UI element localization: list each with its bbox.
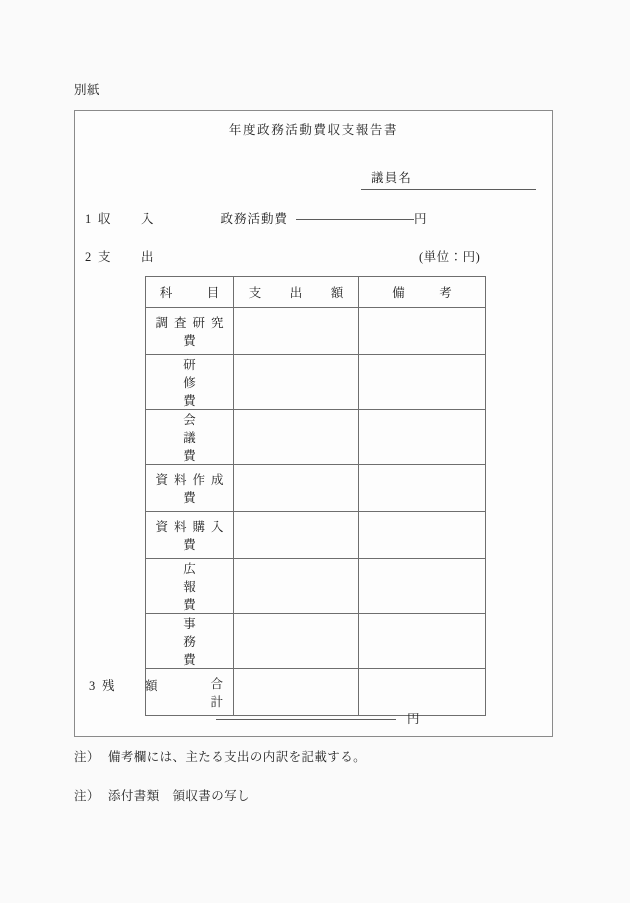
row-note-cell[interactable] <box>359 308 486 355</box>
table-row <box>146 559 486 614</box>
footnote-marker: 注） <box>74 750 100 764</box>
table-row <box>146 308 486 355</box>
table-header-row <box>146 277 486 308</box>
table-row <box>146 614 486 669</box>
section-expense <box>85 247 165 265</box>
column-header-note: 備 考 <box>359 277 486 308</box>
column-header-item: 科 目 <box>146 277 234 308</box>
section-balance <box>89 676 169 694</box>
row-note-cell[interactable] <box>359 355 486 410</box>
section-income-number: 1 <box>85 212 92 226</box>
row-amount-cell[interactable] <box>234 512 359 559</box>
form-box <box>74 110 553 737</box>
row-item-label: 資料作成費 <box>146 465 234 512</box>
row-amount-cell[interactable] <box>234 355 359 410</box>
balance-amount-input[interactable] <box>216 718 396 720</box>
row-amount-cell[interactable] <box>234 614 359 669</box>
row-item-label: 調査研究費 <box>146 308 234 355</box>
row-note-cell[interactable] <box>359 512 486 559</box>
table-row <box>146 355 486 410</box>
section-expense-number: 2 <box>85 250 92 264</box>
row-item-label: 研 修 費 <box>146 355 234 410</box>
expense-table <box>145 276 486 716</box>
member-name-label: 議員名 <box>371 171 413 185</box>
section-balance-number: 3 <box>89 679 96 693</box>
page-title: 年度政務活動費収支報告書 <box>228 123 399 137</box>
footnote-item <box>74 786 574 804</box>
table-row <box>146 410 486 465</box>
table-row <box>146 512 486 559</box>
balance-amount-row <box>216 709 420 727</box>
footnote-marker: 注） <box>74 789 100 803</box>
row-item-label: 事 務 費 <box>146 614 234 669</box>
footnote-text: 添付書類 領収書の写し <box>108 789 250 803</box>
row-item-label: 資料購入費 <box>146 512 234 559</box>
row-item-label-total: 合 計 <box>146 669 234 716</box>
row-item-label: 会 議 費 <box>146 410 234 465</box>
row-amount-cell[interactable] <box>234 308 359 355</box>
income-amount-input[interactable] <box>296 218 414 220</box>
member-name-field[interactable] <box>361 168 536 190</box>
section-balance-name: 残 額 <box>102 679 167 693</box>
income-unit: 円 <box>414 212 427 226</box>
row-amount-cell[interactable] <box>234 465 359 512</box>
row-note-cell[interactable] <box>359 559 486 614</box>
attachment-label: 別紙 <box>74 83 101 97</box>
section-expense-name: 支 出 <box>98 250 163 264</box>
column-header-amount: 支 出 額 <box>234 277 359 308</box>
row-note-cell[interactable] <box>359 465 486 512</box>
unit-note: (単位：円) <box>419 250 481 264</box>
row-item-label: 広 報 費 <box>146 559 234 614</box>
table-row <box>146 465 486 512</box>
section-income-name: 収 入 <box>98 212 163 226</box>
footnote-item <box>74 747 574 765</box>
row-amount-cell[interactable] <box>234 410 359 465</box>
row-amount-cell[interactable] <box>234 559 359 614</box>
balance-unit: 円 <box>407 712 420 726</box>
section-income <box>85 209 427 227</box>
row-note-cell[interactable] <box>359 614 486 669</box>
footnotes <box>74 747 574 825</box>
footnote-text: 備考欄には、主たる支出の内訳を記載する。 <box>108 750 367 764</box>
row-note-cell[interactable] <box>359 410 486 465</box>
income-item-label: 政務活動費 <box>220 212 289 226</box>
